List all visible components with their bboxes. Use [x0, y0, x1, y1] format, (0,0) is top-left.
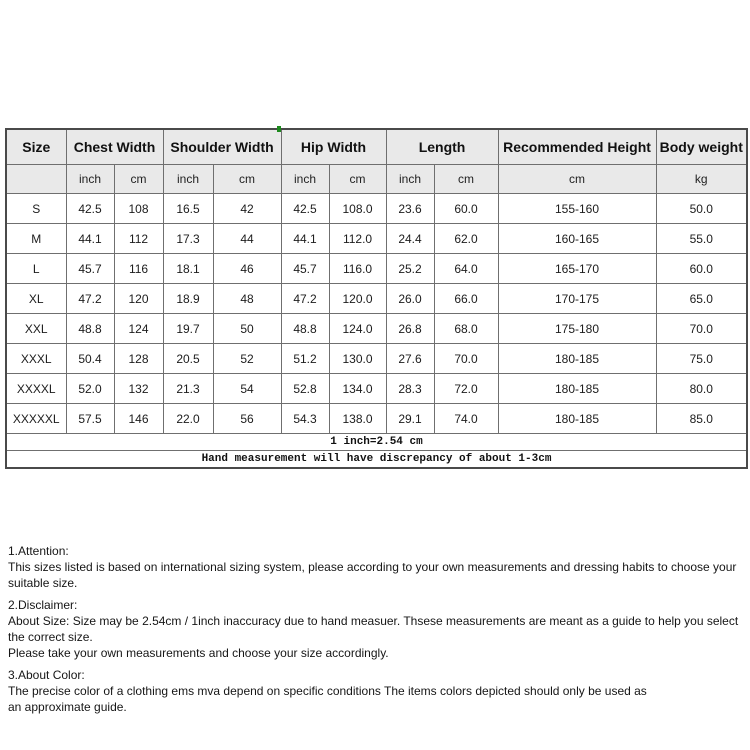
- data-cell: 170-175: [498, 284, 656, 314]
- data-cell: 180-185: [498, 404, 656, 434]
- note-row: [6, 434, 747, 451]
- table-row: [6, 194, 747, 224]
- size-label-cell: XL: [6, 284, 66, 314]
- info-section-title: 3.About Color:: [8, 668, 85, 682]
- info-section-line: Please take your own measurements and choose your size accordingly.: [8, 646, 389, 660]
- table-row: [6, 314, 747, 344]
- data-cell: 54: [213, 374, 281, 404]
- data-cell: 42: [213, 194, 281, 224]
- header-chest-width: Chest Width: [66, 129, 163, 165]
- unit-row: [6, 165, 747, 194]
- data-cell: 160-165: [498, 224, 656, 254]
- data-cell: 25.2: [386, 254, 434, 284]
- data-cell: 18.9: [163, 284, 213, 314]
- size-label-cell: M: [6, 224, 66, 254]
- unit-cell-5: inch: [281, 165, 329, 194]
- table-header: [6, 129, 747, 194]
- data-cell: 20.5: [163, 344, 213, 374]
- header-hip-width: Hip Width: [281, 129, 386, 165]
- data-cell: 108.0: [329, 194, 386, 224]
- unit-cell-9: cm: [498, 165, 656, 194]
- info-section-1-attention: [8, 543, 746, 591]
- data-cell: 48: [213, 284, 281, 314]
- data-cell: 66.0: [434, 284, 498, 314]
- data-cell: 64.0: [434, 254, 498, 284]
- info-section-3-about-color: [8, 667, 746, 715]
- table-row: [6, 374, 747, 404]
- info-text-block: [8, 543, 746, 721]
- data-cell: 19.7: [163, 314, 213, 344]
- data-cell: 165-170: [498, 254, 656, 284]
- data-cell: 46: [213, 254, 281, 284]
- header-size: Size: [6, 129, 66, 165]
- data-cell: 54.3: [281, 404, 329, 434]
- table-row: [6, 344, 747, 374]
- data-cell: 180-185: [498, 374, 656, 404]
- data-cell: 130.0: [329, 344, 386, 374]
- note-cell-0: 1 inch=2.54 cm: [6, 434, 747, 451]
- data-cell: 80.0: [656, 374, 747, 404]
- data-cell: 48.8: [281, 314, 329, 344]
- size-label-cell: S: [6, 194, 66, 224]
- info-section-title: 2.Disclaimer:: [8, 598, 78, 612]
- data-cell: 62.0: [434, 224, 498, 254]
- data-cell: 44.1: [281, 224, 329, 254]
- data-cell: 74.0: [434, 404, 498, 434]
- size-label-cell: XXL: [6, 314, 66, 344]
- data-cell: 120: [114, 284, 163, 314]
- data-cell: 45.7: [66, 254, 114, 284]
- data-cell: 48.8: [66, 314, 114, 344]
- data-cell: 70.0: [434, 344, 498, 374]
- cell-comment-marker-icon: [277, 126, 281, 132]
- data-cell: 52.8: [281, 374, 329, 404]
- data-cell: 72.0: [434, 374, 498, 404]
- data-cell: 134.0: [329, 374, 386, 404]
- unit-cell-0: [6, 165, 66, 194]
- size-label-cell: XXXXXL: [6, 404, 66, 434]
- data-cell: 112.0: [329, 224, 386, 254]
- data-cell: 26.8: [386, 314, 434, 344]
- table-row: [6, 404, 747, 434]
- data-cell: 75.0: [656, 344, 747, 374]
- data-cell: 21.3: [163, 374, 213, 404]
- unit-cell-10: kg: [656, 165, 747, 194]
- header-group-row: [6, 129, 747, 165]
- data-cell: 52: [213, 344, 281, 374]
- data-cell: 29.1: [386, 404, 434, 434]
- data-cell: 44.1: [66, 224, 114, 254]
- info-section-line: The precise color of a clothing ems mva depend on specific conditions The items colors depicted should only be used as: [8, 684, 647, 698]
- table-row: [6, 254, 747, 284]
- unit-cell-3: inch: [163, 165, 213, 194]
- header-body-weight: Body weight: [656, 129, 747, 165]
- table-row: [6, 284, 747, 314]
- data-cell: 132: [114, 374, 163, 404]
- data-cell: 23.6: [386, 194, 434, 224]
- unit-cell-2: cm: [114, 165, 163, 194]
- table-body: [6, 194, 747, 469]
- data-cell: 17.3: [163, 224, 213, 254]
- data-cell: 56: [213, 404, 281, 434]
- size-chart-table: [5, 128, 748, 469]
- data-cell: 45.7: [281, 254, 329, 284]
- data-cell: 116.0: [329, 254, 386, 284]
- header-shoulder-width: Shoulder Width: [163, 129, 281, 165]
- data-cell: 124: [114, 314, 163, 344]
- data-cell: 50.0: [656, 194, 747, 224]
- unit-cell-1: inch: [66, 165, 114, 194]
- data-cell: 47.2: [66, 284, 114, 314]
- note-cell-1: Hand measurement will have discrepancy of about 1-3cm: [6, 451, 747, 469]
- data-cell: 22.0: [163, 404, 213, 434]
- size-label-cell: XXXL: [6, 344, 66, 374]
- info-section-title: 1.Attention:: [8, 544, 69, 558]
- data-cell: 138.0: [329, 404, 386, 434]
- data-cell: 175-180: [498, 314, 656, 344]
- data-cell: 60.0: [434, 194, 498, 224]
- data-cell: 16.5: [163, 194, 213, 224]
- data-cell: 50: [213, 314, 281, 344]
- data-cell: 65.0: [656, 284, 747, 314]
- data-cell: 52.0: [66, 374, 114, 404]
- data-cell: 60.0: [656, 254, 747, 284]
- data-cell: 180-185: [498, 344, 656, 374]
- data-cell: 42.5: [281, 194, 329, 224]
- info-section-2-disclaimer: [8, 597, 746, 661]
- data-cell: 44: [213, 224, 281, 254]
- info-section-line: an approximate guide.: [8, 700, 127, 714]
- data-cell: 124.0: [329, 314, 386, 344]
- data-cell: 128: [114, 344, 163, 374]
- data-cell: 55.0: [656, 224, 747, 254]
- data-cell: 120.0: [329, 284, 386, 314]
- data-cell: 57.5: [66, 404, 114, 434]
- unit-cell-7: inch: [386, 165, 434, 194]
- info-section-line: This sizes listed is based on international sizing system, please according to your own measurements and dressing habits to choose your suitable size.: [8, 560, 737, 590]
- data-cell: 47.2: [281, 284, 329, 314]
- note-row: [6, 451, 747, 469]
- data-cell: 18.1: [163, 254, 213, 284]
- table-row: [6, 224, 747, 254]
- data-cell: 28.3: [386, 374, 434, 404]
- data-cell: 116: [114, 254, 163, 284]
- data-cell: 85.0: [656, 404, 747, 434]
- data-cell: 26.0: [386, 284, 434, 314]
- header-recommended-height: Recommended Height: [498, 129, 656, 165]
- data-cell: 70.0: [656, 314, 747, 344]
- unit-cell-8: cm: [434, 165, 498, 194]
- data-cell: 51.2: [281, 344, 329, 374]
- data-cell: 50.4: [66, 344, 114, 374]
- unit-cell-6: cm: [329, 165, 386, 194]
- unit-cell-4: cm: [213, 165, 281, 194]
- data-cell: 146: [114, 404, 163, 434]
- size-label-cell: XXXXL: [6, 374, 66, 404]
- data-cell: 24.4: [386, 224, 434, 254]
- data-cell: 42.5: [66, 194, 114, 224]
- data-cell: 27.6: [386, 344, 434, 374]
- size-label-cell: L: [6, 254, 66, 284]
- data-cell: 155-160: [498, 194, 656, 224]
- header-length: Length: [386, 129, 498, 165]
- data-cell: 108: [114, 194, 163, 224]
- info-section-line: About Size: Size may be 2.54cm / 1inch inaccuracy due to hand measuer. Thsese measurements are meant as a guide to help you select the correct size.: [8, 614, 739, 644]
- data-cell: 68.0: [434, 314, 498, 344]
- data-cell: 112: [114, 224, 163, 254]
